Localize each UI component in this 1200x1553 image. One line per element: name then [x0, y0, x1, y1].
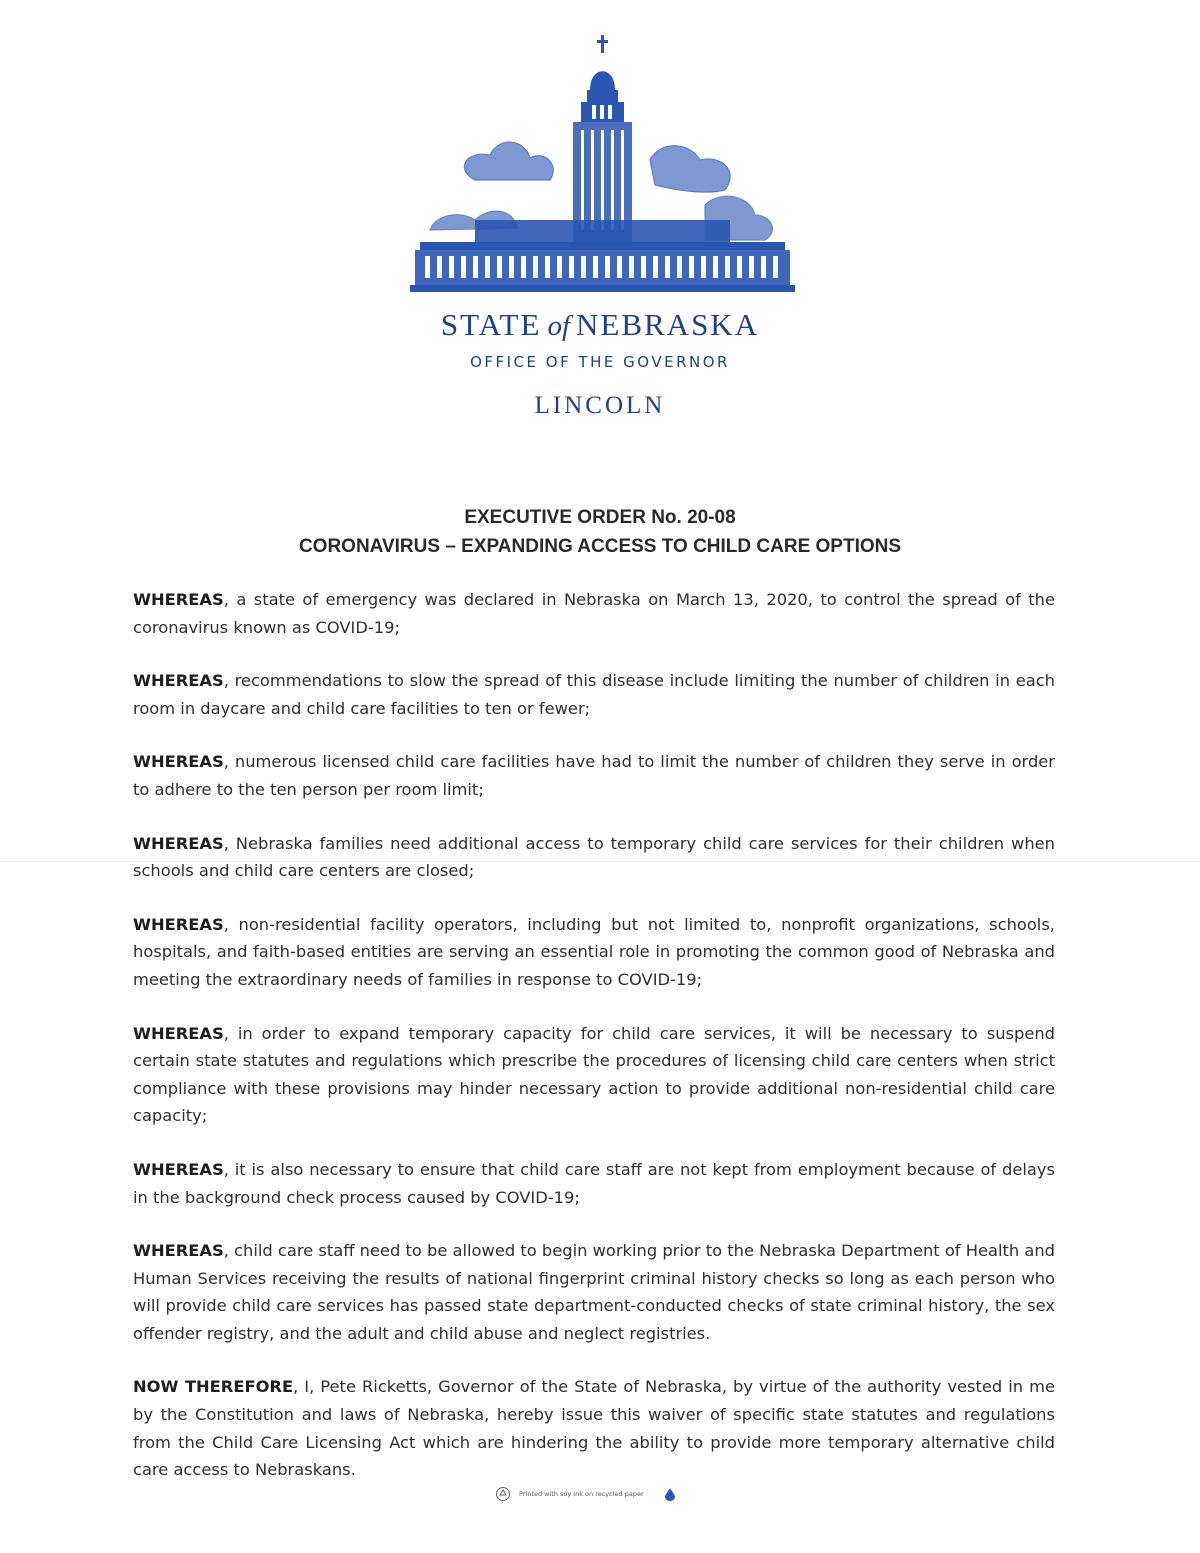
paragraph-text: , non-residential facility operators, including but not limited to, nonprofit organizations, schools, hospitals, and faith-based entities are serving an essential role in promoting the common good of Nebraska and meeting the extraordinary needs of families in response to COVID-19;: [133, 914, 1055, 989]
paragraph-text: , numerous licensed child care facilities have had to limit the number of children they serve in order to adhere to the ten person per room limit;: [133, 752, 1055, 799]
ink-drop-icon: [664, 1487, 676, 1501]
whereas-paragraph-3: [133, 748, 1055, 803]
paragraph-text: , I, Pete Ricketts, Governor of the State of Nebraska, by virtue of the authority vested in me by the Constitution and laws of Nebraska, hereby issue this waiver of specific state statutes and regulations from the Child Care Licensing Act which are hindering the ability to provide more temporary alternative child care access to Nebraskans.: [133, 1377, 1055, 1480]
paragraph-lead: WHEREAS: [133, 671, 224, 691]
order-body: [133, 586, 1055, 1510]
whereas-paragraph-5: [133, 911, 1055, 994]
order-title-block: [0, 503, 1200, 561]
paragraph-lead: WHEREAS: [133, 914, 224, 934]
whereas-paragraph-1: [133, 586, 1055, 641]
paragraph-lead: WHEREAS: [133, 590, 224, 609]
printing-footer: [495, 1486, 676, 1502]
paragraph-text: , recommendations to slow the spread of this disease include limiting the number of children in each room in daycare and child care facilities to ten or fewer;: [133, 671, 1055, 718]
office-of-the-governor: OFFICE OF THE GOVERNOR: [470, 353, 730, 371]
order-subject: CORONAVIRUS – EXPANDING ACCESS TO CHILD CARE OPTIONS: [298, 536, 902, 557]
city-lincoln: LINCOLN: [534, 392, 666, 419]
state-of-nebraska-heading: [0, 307, 1200, 343]
recycle-icon: [495, 1486, 511, 1502]
paragraph-text: , it is also necessary to ensure that child care staff are not kept from employment because of delays in the background check process caused by COVID-19;: [133, 1159, 1055, 1207]
order-number-title: EXECUTIVE ORDER No. 20-08: [464, 507, 736, 528]
state-of-word: of: [547, 310, 570, 342]
paragraph-text: , a state of emergency was declared in Nebraska on March 13, 2020, to control the spread of the coronavirus known as COVID-19;: [133, 590, 1055, 637]
whereas-paragraph-6: [133, 1020, 1055, 1130]
paragraph-lead: NOW THEREFORE: [133, 1377, 294, 1397]
now-therefore-paragraph: [133, 1373, 1055, 1483]
state-capitol-emblem: [405, 30, 800, 300]
whereas-paragraph-8: [133, 1237, 1055, 1347]
state-name: NEBRASKA: [576, 307, 760, 342]
whereas-paragraph-7: [133, 1156, 1055, 1211]
paragraph-text: , Nebraska families need additional access to temporary child care services for their children when schools and child care centers are closed;: [133, 833, 1055, 881]
paragraph-lead: WHEREAS: [133, 1159, 224, 1179]
paragraph-text: , child care staff need to be allowed to begin working prior to the Nebraska Department of Health and Human Services receiving the results of national fingerprint criminal history checks so long as each person who will provide child care services has passed state department-conducted checks of state criminal history, the sex offender registry, and the adult and child abuse and neglect registries.: [133, 1241, 1055, 1343]
state-word: STATE: [440, 307, 542, 342]
whereas-paragraph-4: [133, 830, 1055, 885]
paragraph-lead: WHEREAS: [133, 752, 224, 772]
paragraph-lead: WHEREAS: [133, 1241, 224, 1261]
whereas-paragraph-2: [133, 667, 1055, 722]
paragraph-text: , in order to expand temporary capacity for child care services, it will be necessary to suspend certain state statutes and regulations which prescribe the procedures of licensing child care centers when strict compliance with these provisions may hinder necessary action to provide additional non-residential child care capacity;: [133, 1023, 1055, 1126]
printed-note: Printed with soy ink on recycled paper: [519, 1490, 644, 1498]
paragraph-lead: WHEREAS: [133, 1023, 224, 1043]
paragraph-lead: WHEREAS: [133, 833, 224, 853]
